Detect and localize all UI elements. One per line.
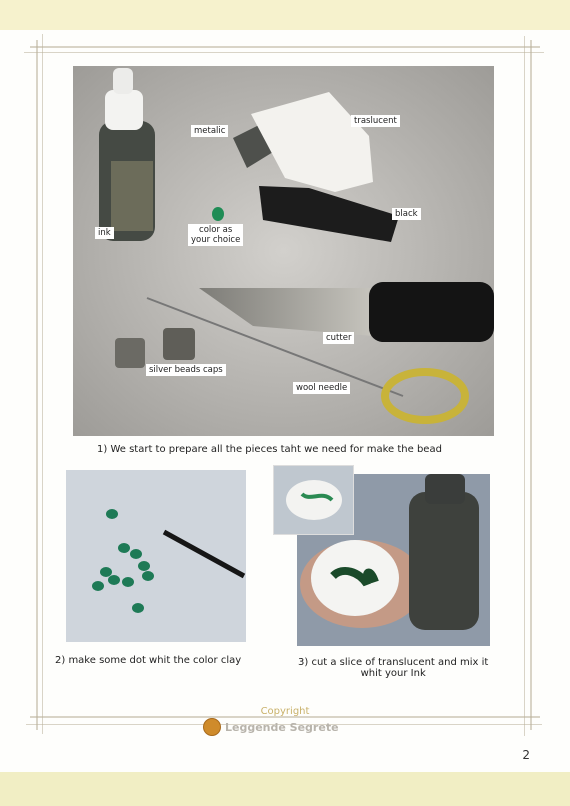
label-ink: ink xyxy=(95,227,114,239)
label-silver: silver beads caps xyxy=(146,364,226,376)
top-band xyxy=(0,0,570,30)
copyright-label: Copyright xyxy=(260,706,310,717)
brand-row xyxy=(203,718,339,736)
step2-caption: 2) make some dot whit the color clay xyxy=(55,655,242,666)
copyright-block xyxy=(0,706,570,717)
main-caption: 1) We start to prepare all the pieces taht we need for make the bead xyxy=(97,444,442,455)
brand-name: Leggende Segrete xyxy=(225,720,339,734)
page-number: 2 xyxy=(522,748,530,762)
label-cutter: cutter xyxy=(323,332,354,344)
bottom-band xyxy=(0,772,570,806)
step3-inset-photo xyxy=(273,465,354,535)
label-metalic: metalic xyxy=(191,125,228,137)
label-needle: wool needle xyxy=(293,382,350,394)
step3-caption: 3) cut a slice of translucent and mix it whit your Ink xyxy=(298,657,489,679)
label-black: black xyxy=(392,208,421,220)
step2-photo xyxy=(66,470,246,642)
main-photo xyxy=(73,66,494,436)
logo-icon xyxy=(203,718,221,736)
label-traslucent: traslucent xyxy=(351,115,400,127)
label-color: color as your choice xyxy=(188,224,243,246)
